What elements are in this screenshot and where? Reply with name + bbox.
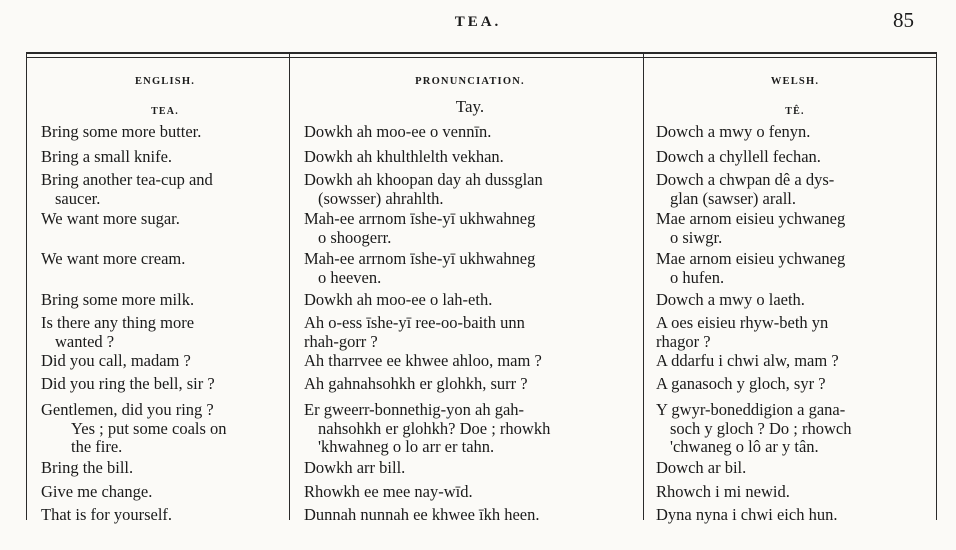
welsh-line: Dyna nyna i chwi eich hun.: [656, 505, 838, 524]
welsh-line: o siwgr.: [670, 227, 723, 247]
pron-line: (sowsser) ahrahlth.: [318, 188, 444, 208]
pron-line: Mah-ee arrnom īshe-yī ukhwahneg: [304, 249, 536, 268]
english-line: Bring some more butter.: [41, 122, 202, 141]
pron-line: Dunnah nunnah ee khwee īkh heen.: [304, 505, 540, 524]
english-line: Bring a small knife.: [41, 147, 173, 166]
english-line: the fire.: [71, 437, 123, 456]
pron-line: o shoogerr.: [318, 227, 392, 247]
welsh-line: 'chwaneg o lô ar y tân.: [670, 437, 819, 456]
welsh-line: glan (sawser) arall.: [670, 188, 796, 208]
welsh-line: Dowch a chwpan dê a dys-: [656, 170, 835, 189]
pron-line: Dowkh ah moo-ee o lah-eth.: [304, 290, 493, 309]
welsh-line: Mae arnom eisieu ychwaneg: [656, 209, 846, 228]
pron-line: rhah-gorr ?: [304, 331, 378, 351]
pron-line: Er gweerr-bonnethig-yon ah gah-: [304, 400, 525, 419]
english-line: Bring some more milk.: [41, 290, 195, 309]
welsh-line: soch y gloch ? Do ; rhowch: [670, 418, 852, 438]
pron-line: Dowkh arr bill.: [304, 458, 406, 477]
pron-line: Dowkh ah khoopan day ah dussglan: [304, 170, 543, 189]
column-divider-1: [289, 54, 290, 520]
welsh-line: Y gwyr-boneddigion a gana-: [656, 400, 846, 419]
header-welsh: WELSH.: [770, 76, 820, 87]
welsh-line: A ddarfu i chwi alw, mam ?: [656, 351, 839, 370]
english-line: We want more sugar.: [41, 209, 180, 228]
english-line: Bring the bill.: [41, 458, 134, 477]
english-line: That is for yourself.: [41, 505, 173, 524]
top-inner-rule: [27, 57, 936, 58]
english-line: saucer.: [55, 188, 101, 208]
welsh-line: o hufen.: [670, 267, 725, 287]
pron-line: Ah tharrvee ee khwee ahloo, mam ?: [304, 351, 542, 370]
welsh-line: rhagor ?: [656, 331, 711, 351]
english-line: Gentlemen, did you ring ?: [41, 400, 214, 419]
english-line: Is there any thing more: [41, 313, 195, 332]
pron-line: nahsohkh er glohkh? Doe ; rhowkh: [318, 418, 551, 438]
pron-line: 'khwahneg o lo arr er tahn.: [318, 437, 495, 456]
welsh-line: Dowch a chyllell fechan.: [656, 147, 821, 166]
pron-line: Dowkh ah moo-ee o vennīn.: [304, 122, 492, 141]
welsh-line: Dowch ar bil.: [656, 458, 747, 477]
subheader-english: TEA.: [151, 106, 179, 117]
welsh-line: Mae arnom eisieu ychwaneg: [656, 249, 846, 268]
english-line: Bring another tea-cup and: [41, 170, 213, 189]
pron-line: Ah gahnahsohkh er glohkh, surr ?: [304, 374, 528, 393]
page-title: TEA.: [454, 14, 502, 30]
welsh-line: A ganasoch y gloch, syr ?: [656, 374, 826, 393]
pron-line: Dowkh ah khulthlelth vekhan.: [304, 147, 504, 166]
english-line: We want more cream.: [41, 249, 186, 268]
pron-line: Mah-ee arrnom īshe-yī ukhwahneg: [304, 209, 536, 228]
english-line: Yes ; put some coals on: [71, 418, 227, 438]
pron-line: o heeven.: [318, 267, 382, 287]
welsh-line: Dowch a mwy o laeth.: [656, 290, 805, 309]
welsh-line: Rhowch i mi newid.: [656, 482, 790, 501]
english-line: wanted ?: [55, 331, 115, 351]
english-line: Give me change.: [41, 482, 153, 501]
english-line: Did you call, madam ?: [41, 351, 191, 370]
welsh-line: A oes eisieu rhyw-beth yn: [656, 313, 829, 332]
english-line: Did you ring the bell, sir ?: [41, 374, 215, 393]
header-pronunciation: PRONUNCIATION.: [415, 76, 525, 87]
subheader-pronunciation: Tay.: [455, 97, 485, 116]
pron-line: Ah o-ess īshe-yī ree-oo-baith unn: [304, 313, 525, 332]
page-number: 85: [893, 8, 914, 32]
welsh-line: Dowch a mwy o fenyn.: [656, 122, 811, 141]
subheader-welsh: TÊ.: [785, 106, 805, 117]
pron-line: Rhowkh ee mee nay-wīd.: [304, 482, 473, 501]
header-english: ENGLISH.: [134, 76, 196, 87]
